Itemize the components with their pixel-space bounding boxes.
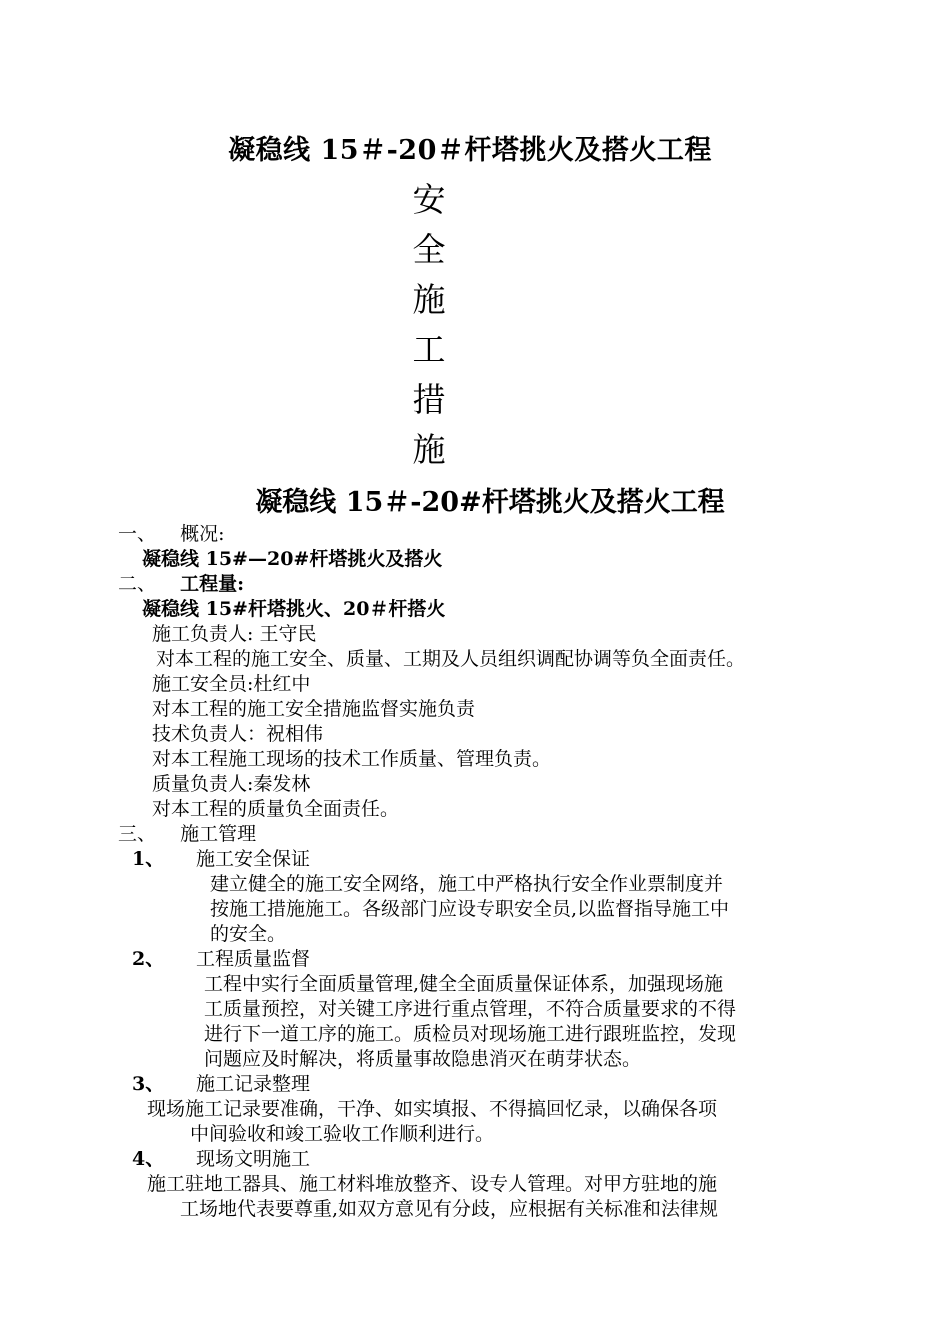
paragraph-line: 按施工措施施工。各级部门应设专职安全员,以监督指导施工中 — [210, 898, 730, 920]
section-number: 一、 — [118, 523, 157, 545]
vertical-title-char: 全 — [412, 230, 446, 269]
construction-lead-duty: 对本工程的施工安全、质量、工期及人员组织调配协调等负全面责任。 — [156, 648, 746, 670]
paragraph-line: 建立健全的施工安全网络，施工中严格执行安全作业票制度并 — [210, 873, 724, 895]
section-number: 三、 — [118, 823, 157, 845]
section-1-heading — [118, 522, 224, 546]
section-number: 二、 — [118, 573, 157, 595]
paragraph-line: 中间验收和竣工验收工作顺利进行。 — [190, 1123, 495, 1145]
safety-officer-duty: 对本工程的施工安全措施监督实施负责 — [152, 698, 476, 720]
vertical-title-char: 施 — [412, 280, 446, 319]
section-title: 概况: — [180, 523, 225, 545]
vertical-title-char: 工 — [412, 330, 446, 369]
tech-lead: 技术负责人：祝相伟 — [152, 723, 324, 745]
section-1-body: 凝稳线 15#—20#杆塔挑火及搭火 — [142, 548, 443, 570]
paragraph-line: 工场地代表要尊重,如双方意见有分歧，应根据有关标准和法律规 — [180, 1198, 719, 1220]
section-2-body: 凝稳线 15#杆塔挑火、20＃杆搭火 — [142, 598, 446, 620]
paragraph-line: 施工驻地工器具、施工材料堆放整齐、设专人管理。对甲方驻地的施 — [147, 1173, 718, 1195]
subsection-2-heading — [132, 947, 310, 971]
vertical-title-char: 安 — [412, 180, 446, 219]
safety-officer: 施工安全员:杜红中 — [152, 673, 311, 695]
subsection-title: 施工安全保证 — [196, 848, 311, 870]
document-title: 凝稳线 15＃-20＃杆塔挑火及搭火工程 — [228, 135, 712, 166]
quality-lead: 质量负责人:秦发林 — [152, 773, 311, 795]
document-subtitle: 凝稳线 15＃-20#杆塔挑火及搭火工程 — [255, 487, 725, 518]
paragraph-line: 工质量预控，对关键工序进行重点管理，不符合质量要求的不得 — [204, 998, 737, 1020]
subsection-number: 2、 — [132, 948, 165, 970]
subsection-number: 1、 — [132, 848, 165, 870]
subsection-title: 施工记录整理 — [196, 1073, 311, 1095]
subsection-title: 现场文明施工 — [196, 1148, 311, 1170]
paragraph-line: 问题应及时解决，将质量事故隐患消灭在萌芽状态。 — [204, 1048, 642, 1070]
section-title: 工程量: — [180, 573, 245, 595]
subsection-number: 3、 — [132, 1073, 165, 1095]
subsection-title: 工程质量监督 — [196, 948, 311, 970]
tech-lead-duty: 对本工程施工现场的技术工作质量、管理负责。 — [152, 748, 552, 770]
subsection-4-heading — [132, 1147, 310, 1171]
section-3-heading — [118, 822, 256, 846]
vertical-title-char: 措 — [412, 380, 446, 419]
paragraph-line: 工程中实行全面质量管理,健全全面质量保证体系，加强现场施 — [204, 973, 724, 995]
subsection-3-heading — [132, 1072, 310, 1096]
subsection-number: 4、 — [132, 1148, 165, 1170]
paragraph-line: 现场施工记录要准确，干净、如实填报、不得搞回忆录，以确保各项 — [147, 1098, 718, 1120]
quality-lead-duty: 对本工程的质量负全面责任。 — [152, 798, 400, 820]
paragraph-line: 进行下一道工序的施工。质检员对现场施工进行跟班监控，发现 — [204, 1023, 737, 1045]
paragraph-line: 的安全。 — [210, 923, 287, 945]
subsection-1-heading — [132, 847, 310, 871]
section-2-heading — [118, 572, 244, 596]
section-title: 施工管理 — [180, 823, 257, 845]
vertical-title-char: 施 — [412, 430, 446, 469]
construction-lead: 施工负责人: 王守民 — [152, 623, 317, 645]
